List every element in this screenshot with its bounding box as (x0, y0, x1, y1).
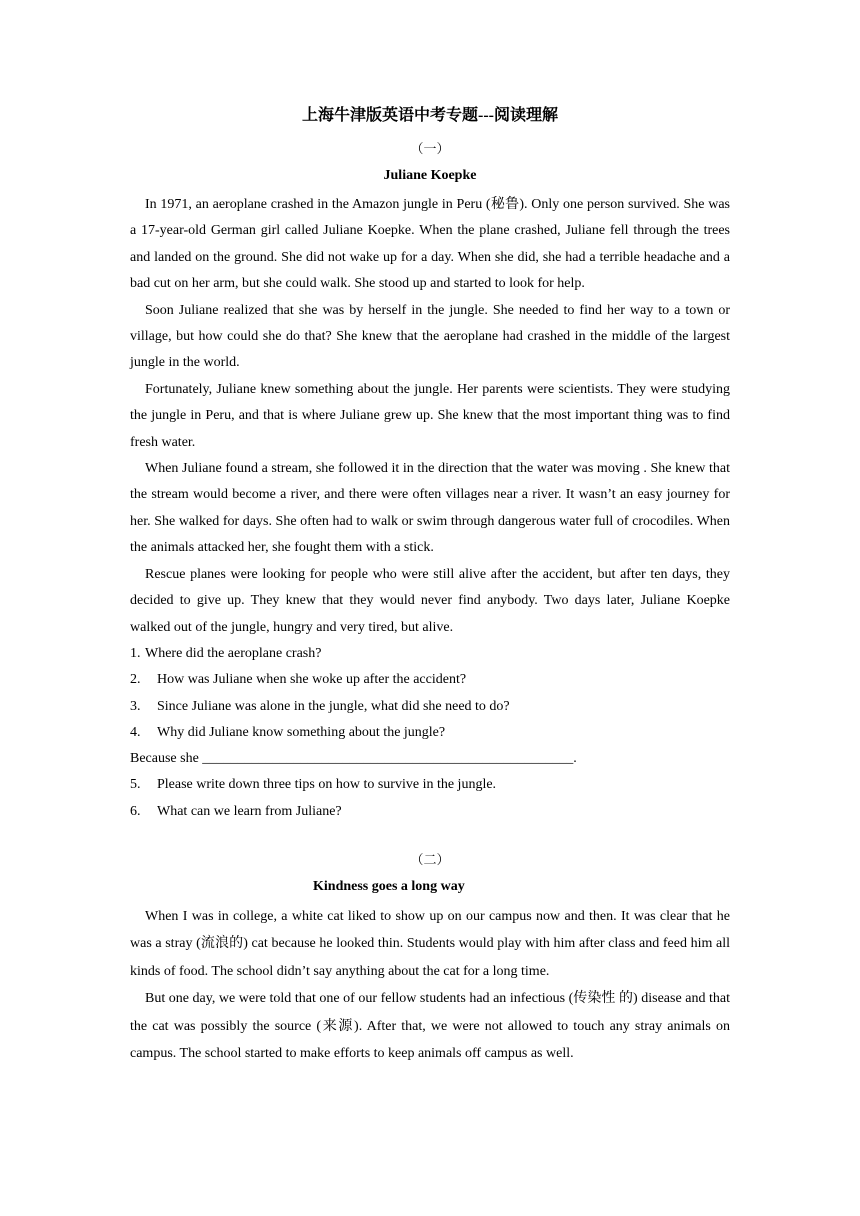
section2-paragraph: But one day, we were told that one of our fellow students had an infectious (传染性 的) disease and that the cat was possibly the source (来源). After that, we were not allowed to touch any stray animals on campus. The school started to make efforts to keep animals off campus as well. (130, 991, 730, 1062)
section1-number: （一） (410, 141, 450, 156)
document-page (130, 104, 730, 1068)
section2-number: （二） (410, 851, 450, 867)
answer-prompt: Because she _____________________________________________________. (130, 751, 577, 767)
section1-paragraph: In 1971, an aeroplane crashed in the Amazon jungle in Peru (秘鲁). Only one person survived. She was a 17-year-old German girl called Juliane Koepke. When the plane crashed, Juliane fell through the trees and landed on the ground. She did not wake up for a day. When she did, she had a terrible headache and a bad cut on her arm, but she could walk. She stood up and started to look for help. (130, 197, 730, 292)
section1-paragraph: When Juliane found a stream, she followed it in the direction that the water was moving . She knew that the stream would become a river, and there were often villages near a river. It wasn’t an easy journey for her. She walked for days. She often had to walk or swim through dangerous water full of crocodiles. When the animals attacked her, she fought them with a stick. (130, 461, 730, 556)
question-5 (130, 772, 730, 798)
question-number: 2. (130, 672, 141, 688)
question-1 (130, 641, 730, 667)
question-6 (130, 799, 730, 825)
answer-line (130, 746, 730, 772)
section2-paragraph: When I was in college, a white cat liked to show up on our campus now and then. It was clear that he was a stray (流浪的) cat because he looked thin. Students would play with him after class and feed him all kinds of food. The school didn’t say anything about the cat for a long time. (130, 908, 730, 979)
document-title: 上海牛津版英语中考专题---阅读理解 (302, 107, 558, 124)
section1-title: Juliane Koepke (383, 168, 477, 183)
question-text: Where did the aeroplane crash? (145, 645, 322, 661)
question-text: Since Juliane was alone in the jungle, what did she need to do? (157, 698, 510, 714)
question-number: 4. (130, 724, 141, 740)
question-text: Why did Juliane know something about the jungle? (157, 724, 446, 740)
question-4 (130, 720, 730, 746)
section1-paragraph: Rescue planes were looking for people who were still alive after the accident, but after ten days, they decided to give up. They knew that they would never find anybody. Two days later, Juliane Koepke walked out of the jungle, hungry and very tired, but alive. (130, 566, 730, 635)
question-text: How was Juliane when she woke up after the accident? (157, 672, 467, 688)
question-number: 3. (130, 698, 141, 714)
question-number: 5. (130, 777, 141, 793)
question-number: 6. (130, 803, 141, 819)
section2-title: Kindness goes a long way (313, 878, 465, 894)
question-text: What can we learn from Juliane? (157, 803, 342, 819)
section1-paragraph: Soon Juliane realized that she was by herself in the jungle. She needed to find her way to a town or village, but how could she do that? She knew that the aeroplane had crashed in the middle of the largest jungle in the world. (130, 302, 730, 371)
section-gap (130, 825, 730, 849)
question-text: Please write down three tips on how to survive in the jungle. (157, 777, 497, 793)
question-number: 1. (130, 645, 141, 661)
question-2 (130, 667, 730, 693)
question-3 (130, 694, 730, 720)
section1-paragraph: Fortunately, Juliane knew something about the jungle. Her parents were scientists. They were studying the jungle in Peru, and that is where Juliane grew up. She knew that the most important thing was to find fresh water. (130, 381, 730, 450)
